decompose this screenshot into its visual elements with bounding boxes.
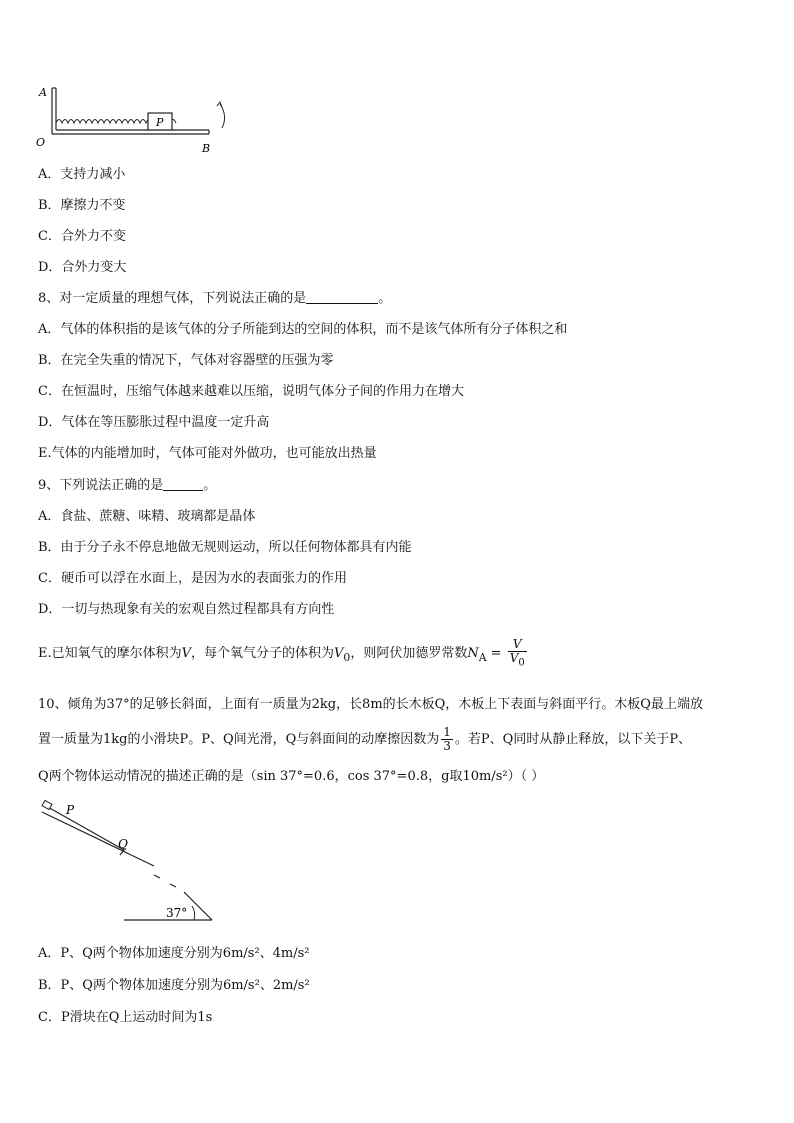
- q8-option-c: C．在恒温时，压缩气体越来越难以压缩，说明气体分子间的作用力在增大: [38, 384, 464, 399]
- label-o: O: [36, 136, 46, 149]
- q8-stem: [38, 290, 391, 308]
- q9-option-d: D．一切与热现象有关的宏观自然过程都具有方向性: [38, 602, 335, 617]
- q8-option-b: B．在完全失重的情况下，气体对容器壁的压强为零: [38, 353, 334, 368]
- q9-e-var-v0: V: [334, 646, 344, 662]
- q8-option-e: E.气体的内能增加时，气体可能对外做功，也可能放出热量: [38, 446, 377, 461]
- rotation-arrow: [220, 104, 225, 128]
- q8-option-d: D．气体在等压膨胀过程中温度一定升高: [38, 415, 270, 430]
- q10-stem-line-1: 10、倾角为37°的足够长斜面，上面有一质量为2kg，长8m的长木板Q，木板上下表面与斜面平行。木板Q最上端放: [38, 697, 703, 712]
- q9-e-frac-num: V: [508, 638, 527, 652]
- q9-stem-text: 9、下列说法正确的是: [38, 478, 164, 493]
- q9-option-c: C．硬币可以浮在水面上，是因为水的表面张力的作用: [38, 571, 347, 586]
- angle-arc: [192, 906, 195, 920]
- q8-option-a: A．气体的体积指的是该气体的分子所能到达的空间的体积，而不是该气体所有分子体积之和: [38, 322, 568, 337]
- q7-option-d: D．合外力变大: [38, 260, 127, 275]
- q9-e-frac-den-v: V: [509, 651, 519, 665]
- q9-answer-blank: [163, 477, 203, 491]
- fig-angle-label: 37°: [166, 906, 188, 920]
- q10-option-b: B．P、Q两个物体加速度分别为6m/s²、2m/s²: [38, 978, 310, 993]
- q9-e-text-1: E.已知氧气的摩尔体积为: [38, 646, 182, 662]
- fig-label-p: P: [66, 803, 75, 817]
- q9-option-a: A．食盐、蔗糖、味精、玻璃都是晶体: [38, 509, 256, 524]
- label-a: A: [39, 86, 47, 99]
- q10-option-c: C．P滑块在Q上运动时间为1s: [38, 1010, 213, 1025]
- q9-stem: [38, 477, 216, 495]
- q9-e-text-3: ，则阿伏加德罗常数: [350, 646, 468, 662]
- fig-label-q: Q: [118, 837, 128, 851]
- label-b: B: [202, 142, 211, 154]
- spring-block-figure: [34, 82, 234, 154]
- q8-stem-end: 。: [378, 291, 392, 306]
- q9-e-var-na-sub: A: [478, 650, 487, 664]
- q9-e-frac-den: [508, 652, 527, 669]
- label-p: P: [156, 116, 164, 129]
- q10-stem-line-2: [38, 724, 691, 756]
- q9-e-equals: =: [486, 646, 506, 662]
- q9-e-fraction: [508, 638, 527, 669]
- q8-stem-text: 8、对一定质量的理想气体，下列说法正确的是: [38, 291, 307, 306]
- incline-figure: [36, 800, 226, 926]
- q10-frac-num: 1: [443, 725, 451, 739]
- q9-e-frac-den-sub: 0: [518, 657, 525, 669]
- q9-option-b: B．由于分子永不停息地做无规则运动，所以任何物体都具有内能: [38, 540, 412, 555]
- q10-fraction: [441, 726, 453, 753]
- q9-e-var-v0-sub: 0: [343, 650, 351, 664]
- q10-stem-text-2b: 。若P、Q同时从静止释放，以下关于P、: [454, 732, 692, 747]
- q9-option-e: [38, 638, 529, 673]
- q10-frac-den: 3: [443, 739, 451, 753]
- q9-e-var-v: V: [181, 646, 192, 662]
- q7-option-b: B．摩擦力不变: [38, 198, 126, 213]
- q10-stem-text-2a: 置一质量为1kg的小滑块P。P、Q间光滑，Q与斜面间的动摩擦因数为: [38, 732, 440, 747]
- q8-answer-blank: [306, 290, 378, 304]
- q7-option-a: A．支持力减小: [38, 167, 126, 182]
- q9-e-text-2: ，每个氧气分子的体积为: [191, 646, 335, 662]
- q9-e-var-na: N: [467, 646, 479, 662]
- q10-option-a: A．P、Q两个物体加速度分别为6m/s²、4m/s²: [38, 946, 310, 961]
- q10-stem-line-3: Q两个物体运动情况的描述正确的是（sin 37°=0.6，cos 37°=0.8，g取10m/s²）（ ）: [38, 769, 545, 784]
- q7-option-c: C．合外力不变: [38, 229, 126, 244]
- q9-stem-end: 。: [203, 478, 217, 493]
